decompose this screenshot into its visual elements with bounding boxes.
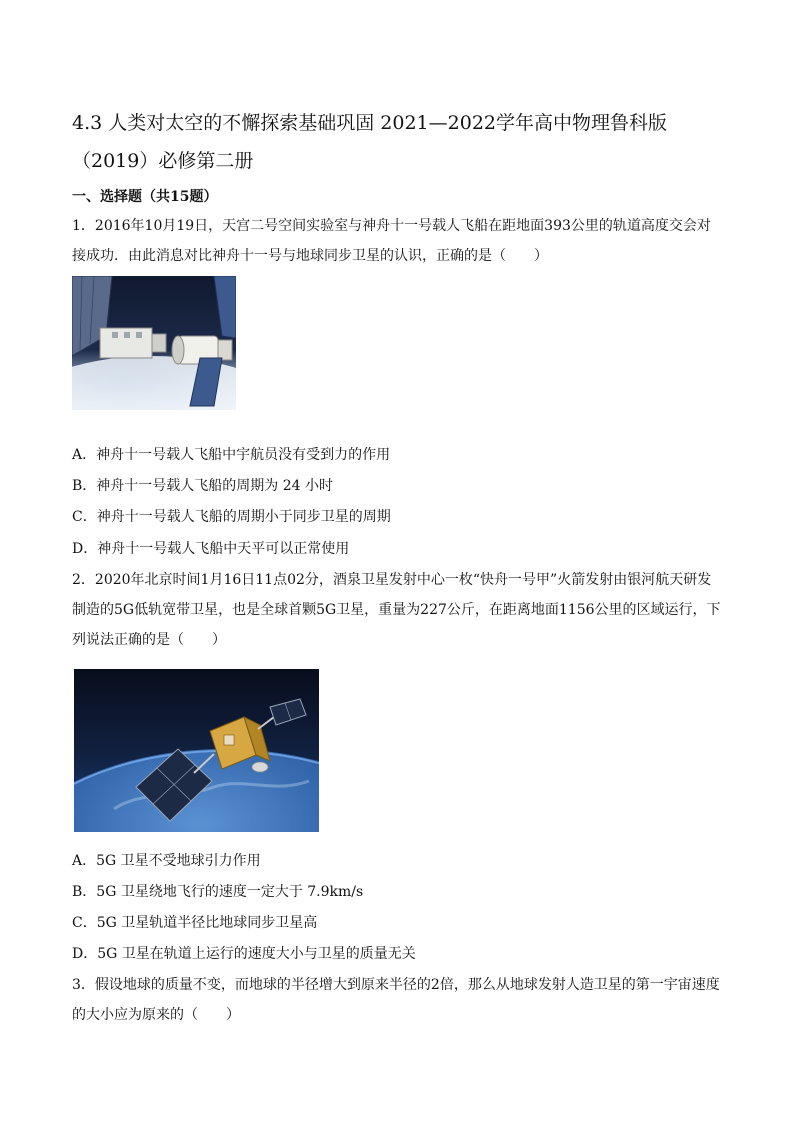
section-heading: 一、选择题（共15题）	[72, 189, 218, 205]
question-1-option-d: D．神舟十一号载人飞船中天平可以正常使用	[72, 541, 350, 557]
question-1-option-c: C．神舟十一号载人飞船的周期小于同步卫星的周期	[72, 509, 391, 525]
question-2-option-c: C．5G 卫星轨道半径比地球同步卫星高	[72, 915, 318, 931]
question-1-stem: 1．2016年10月19日，天宫二号空间实验室与神舟十一号载人飞船在距地面393公里的轨道高度交会对接成功．由此消息对比神舟十一号与地球同步卫星的认识，正确的是（ ）	[72, 218, 711, 264]
question-2-option-a: A．5G 卫星不受地球引力作用	[72, 853, 261, 869]
question-3-stem: 3．假设地球的质量不变，而地球的半径增大到原来半径的2倍，那么从地球发射人造卫星的第一宇宙速度的大小应为原来的（ ）	[72, 977, 720, 1023]
satellite-image	[74, 669, 319, 832]
question-2-stem: 2．2020年北京时间1月16日11点02分，酒泉卫星发射中心一枚“快舟一号甲”火箭发射由银河航天研发制造的5G低轨宽带卫星，也是全球首颗5G卫星，重量为227公斤，在距离地面1156公里的区域运行，下列说法正确的是（ ）	[72, 572, 721, 648]
question-2-option-d: D．5G 卫星在轨道上运行的速度大小与卫星的质量无关	[72, 946, 416, 962]
document-title: 4.3 人类对太空的不懈探索基础巩固 2021—2022学年高中物理鲁科版（2019）必修第二册	[72, 112, 668, 172]
question-2-option-b: B．5G 卫星绕地飞行的速度一定大于 7.9km/s	[72, 884, 364, 900]
question-1-option-b: B．神舟十一号载人飞船的周期为 24 小时	[72, 478, 334, 494]
space-docking-image	[72, 276, 236, 410]
question-1-option-a: A．神舟十一号载人飞船中宇航员没有受到力的作用	[72, 447, 391, 463]
